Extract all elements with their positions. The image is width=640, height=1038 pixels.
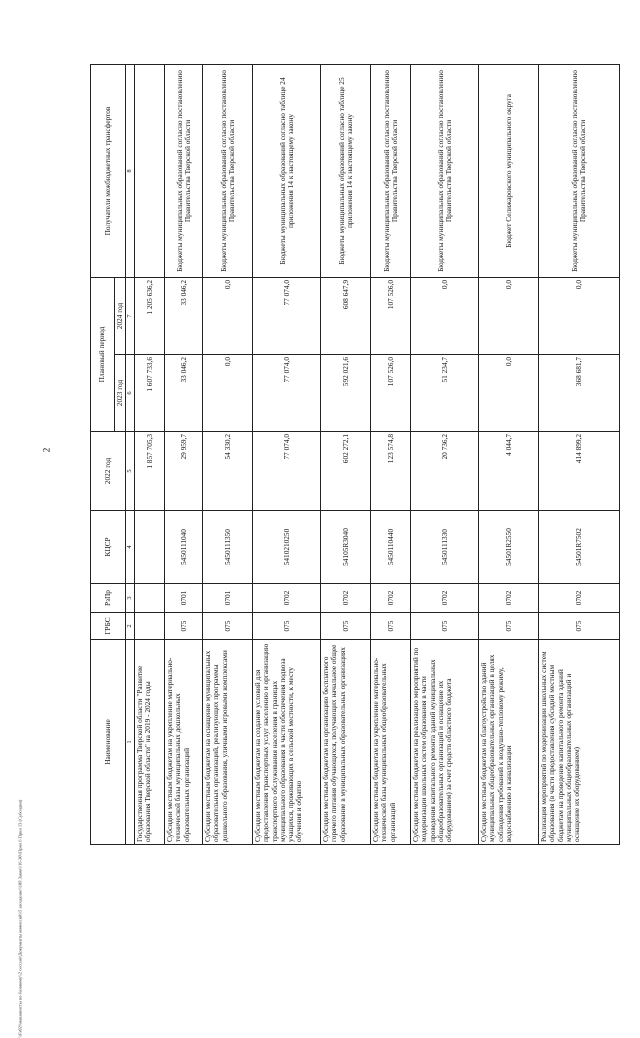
- cell-2022: 29 959,7: [165, 432, 203, 511]
- cell-grbs: 075: [479, 613, 539, 640]
- cell-kcsr: 5450111350: [203, 511, 253, 584]
- header-2022: 2022 год: [91, 432, 126, 511]
- cell-grbs: 075: [203, 613, 253, 640]
- table-row: [203, 64, 253, 844]
- cell-recipients: Бюджеты муниципальных образований согласно постановлению Правительства Тверской области: [539, 64, 620, 277]
- index-cell: 8: [126, 64, 135, 277]
- cell-name: Субсидии местным бюджетам на укрепление материально-технической базы муниципальных дошкольных образовательных организаций: [165, 640, 203, 845]
- cell-2022: 20 736,2: [411, 432, 479, 511]
- index-cell: 6: [126, 355, 135, 432]
- index-cell: 1: [126, 640, 135, 845]
- header-kcsr: КЦСР: [91, 511, 126, 584]
- table-row: [539, 64, 620, 844]
- cell-2023: 592 021,6: [321, 355, 371, 432]
- cell-name: Субсидии местным бюджетам на организацию бесплатного горячего питания обучающихся, получающих начальное общее образование в муниципальных образовательных организациях: [321, 640, 371, 845]
- page-number: 2: [41, 447, 52, 453]
- cell-rzpr: 0701: [203, 584, 253, 613]
- cell-recipients: Бюджеты муниципальных образований согласно постановлению Правительства Тверской области: [203, 64, 253, 277]
- header-2024: 2024 год: [115, 277, 126, 354]
- cell-name: Субсидии местным бюджетам на создание условий для предоставления транспортных услуг населению и организацию транспортного обслуживания населения в границах муниципального образования в части обеспечения подвоза учащихся, проживающих в сельской местности, к месту обучения и обратно: [253, 640, 321, 845]
- subsidies-table: [90, 64, 620, 845]
- cell-kcsr: 54105R3040: [321, 511, 371, 584]
- cell-name: Реализация мероприятий по модернизации школьных систем образования (в части предоставления субсидий местным бюджетам на проведение капитального ремонта зданий муниципальных общеобразовательных организаций и оснащение их оборудованием): [539, 640, 620, 845]
- cell-2023: 33 046,2: [165, 355, 203, 432]
- cell-2024: 0,0: [203, 277, 253, 354]
- cell-2023: 1 607 733,6: [135, 355, 165, 432]
- cell-2024: 107 526,0: [371, 277, 411, 354]
- cell-rzpr: 0701: [165, 584, 203, 613]
- cell-recipients: Бюджеты муниципальных образований согласно постановлению Правительства Тверской области: [165, 64, 203, 277]
- cell-recipients: Бюджеты муниципальных образований согласно постановлению Правительства Тверской области: [411, 64, 479, 277]
- table-row: [411, 64, 479, 844]
- header-plan-period: Плановый период: [91, 277, 115, 431]
- header-name: Наименование: [91, 640, 126, 845]
- cell-2022: 54 330,2: [203, 432, 253, 511]
- cell-grbs: 075: [371, 613, 411, 640]
- index-cell: 2: [126, 613, 135, 640]
- cell-rzpr: 0702: [321, 584, 371, 613]
- cell-rzpr: 0702: [411, 584, 479, 613]
- cell-2022: 123 574,8: [371, 432, 411, 511]
- cell-2022: 414 899,2: [539, 432, 620, 511]
- cell-kcsr: 5450111040: [165, 511, 203, 584]
- cell-2022: 77 074,0: [253, 432, 321, 511]
- index-cell: 5: [126, 432, 135, 511]
- cell-2023: 107 526,0: [371, 355, 411, 432]
- cell-kcsr: [135, 511, 165, 584]
- rotated-page: [90, 65, 620, 845]
- cell-name: Субсидии местным бюджетам на оснащение муниципальных образовательных организаций, реализующих программы дошкольного образования, уличными игровыми комплексами: [203, 640, 253, 845]
- cell-rzpr: 0702: [371, 584, 411, 613]
- cell-2024: 77 074,0: [253, 277, 321, 354]
- header-grbs: ГРБС: [91, 613, 126, 640]
- cell-name: Субсидии местным бюджетам на благоустройство зданий муниципальных общеобразовательных организаций в целях соблюдения требований к воздушно-тепловому режиму, водоснабжению и канализации: [479, 640, 539, 845]
- cell-2023: 51 234,7: [411, 355, 479, 432]
- cell-2024: 1 205 636,2: [135, 277, 165, 354]
- index-cell: 7: [126, 277, 135, 354]
- cell-recipients: Бюджеты муниципальных образований согласно постановлению Правительства Тверской области: [371, 64, 411, 277]
- footer-file-path: \\Fs02\\машинисты по базовому\\2 сессия\\Документы комиссий\\5 заседание\\189 Закон\\16-30\\Прил 6 Прил 13 (Субсидии): [17, 799, 23, 1038]
- cell-2024: 0,0: [539, 277, 620, 354]
- header-recipients: Получатели межбюджетных трансфертов: [91, 64, 126, 277]
- table-row: [371, 64, 411, 844]
- cell-name: Субсидии местным бюджетам на укрепление материально-технической базы муниципальных общеобразовательных организаций: [371, 640, 411, 845]
- index-cell: 4: [126, 511, 135, 584]
- cell-2023: 0,0: [479, 355, 539, 432]
- index-cell: 3: [126, 584, 135, 613]
- table-row: [135, 64, 165, 844]
- cell-grbs: 075: [253, 613, 321, 640]
- cell-2022: 602 272,1: [321, 432, 371, 511]
- cell-recipients: Бюджеты муниципальных образований согласно таблице 25 приложения 14 к настоящему закону: [321, 64, 371, 277]
- cell-recipients: Бюджеты муниципальных образований согласно таблице 24 приложения 14 к настоящему закону: [253, 64, 321, 277]
- cell-grbs: 075: [321, 613, 371, 640]
- cell-2022: 1 857 705,3: [135, 432, 165, 511]
- cell-2024: 608 647,9: [321, 277, 371, 354]
- cell-grbs: 075: [411, 613, 479, 640]
- cell-2023: 77 074,0: [253, 355, 321, 432]
- table-row: [165, 64, 203, 844]
- cell-kcsr: 54501R7502: [539, 511, 620, 584]
- header-rzpr: РзПр: [91, 584, 126, 613]
- cell-2024: 33 046,2: [165, 277, 203, 354]
- cell-recipients: Бюджет Селижаровского муниципального округа: [479, 64, 539, 277]
- cell-rzpr: 0702: [253, 584, 321, 613]
- table-row: [321, 64, 371, 844]
- cell-grbs: 075: [539, 613, 620, 640]
- cell-2023: 368 681,7: [539, 355, 620, 432]
- cell-name: Субсидии местным бюджетам на реализацию мероприятий по модернизации школьных систем образования в части проведения капитального ремонта зданий муниципальных общеобразовательных организаций и оснащение их оборудованием) за счет средств областного бюджета: [411, 640, 479, 845]
- cell-rzpr: 0702: [479, 584, 539, 613]
- cell-name: Государственная программа Тверской области "Развитие образования Тверской области" на 2019 - 2024 годы: [135, 640, 165, 845]
- cell-kcsr: 5410210250: [253, 511, 321, 584]
- cell-rzpr: 0702: [539, 584, 620, 613]
- cell-2024: 0,0: [479, 277, 539, 354]
- cell-kcsr: 54501R2550: [479, 511, 539, 584]
- cell-recipients: [135, 64, 165, 277]
- cell-2023: 0,0: [203, 355, 253, 432]
- cell-kcsr: 5450111330: [411, 511, 479, 584]
- table-row: [479, 64, 539, 844]
- cell-rzpr: [135, 584, 165, 613]
- cell-grbs: 075: [165, 613, 203, 640]
- cell-2024: 0,0: [411, 277, 479, 354]
- cell-kcsr: 5450110440: [371, 511, 411, 584]
- table-row: [253, 64, 321, 844]
- cell-grbs: [135, 613, 165, 640]
- header-2023: 2023 год: [115, 355, 126, 432]
- cell-2022: 4 044,7: [479, 432, 539, 511]
